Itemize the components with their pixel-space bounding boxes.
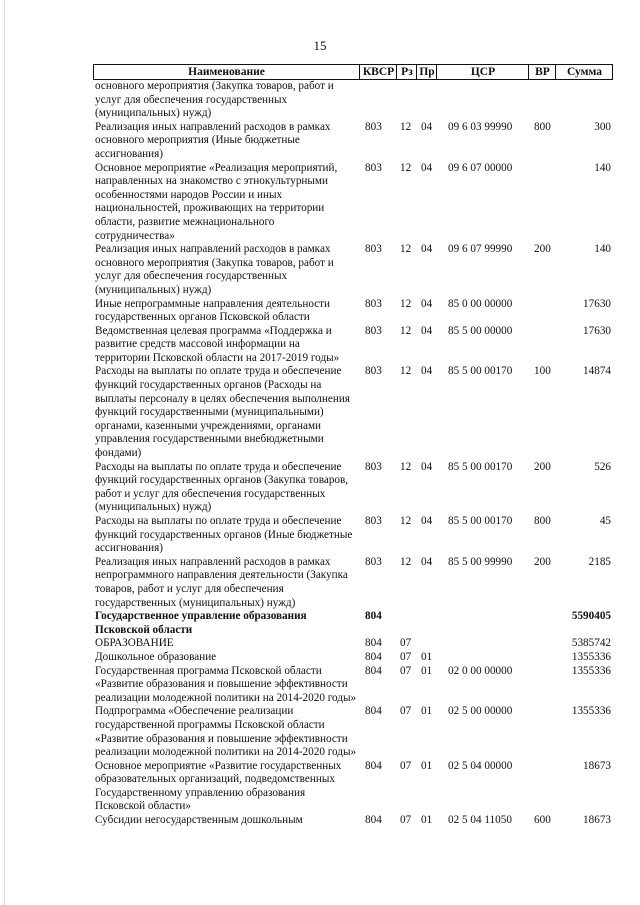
page-number: 15 [313, 38, 327, 53]
header-name: Наименование [188, 66, 265, 78]
row-csr: 02 5 04 11050 [448, 814, 512, 827]
row-name: Основное мероприятие «Реализация мероприятий, направленных на знакомство с этнокультурными особенностями народов России и иных национальностей, проживающих на территории области, развитие межнационального сотрудничества» [95, 161, 338, 242]
table-row [93, 705, 613, 759]
table-row [93, 298, 613, 325]
row-rz: 12 [400, 555, 412, 568]
row-pr: 04 [421, 515, 433, 527]
row-pr: 01 [421, 759, 433, 772]
row-rz: 12 [400, 161, 412, 174]
row-name: Ведомственная целевая программа «Поддержка и развитие средств массовой информации на территории Псковской области на 2017-2019 годы» [95, 324, 340, 364]
row-sum: 140 [594, 243, 611, 256]
row-rz: 07 [400, 650, 412, 663]
table-body [93, 80, 613, 828]
row-rz: 12 [400, 515, 412, 527]
row-name: Дошкольное образование [95, 650, 217, 663]
row-name: Расходы на выплаты по оплате труда и обеспечение функций государственных органов (Расходы на выплаты персоналу в целях обеспечения выполнения функций государственными (муниципальными) органами, казенными учреждениями, органами управления государственными внебюджетными фондами) [95, 365, 350, 460]
table-row [93, 814, 613, 828]
row-kvsr: 804 [365, 705, 382, 718]
row-kvsr: 804 [365, 814, 382, 827]
row-sum: 5385742 [571, 637, 611, 650]
row-rz: 12 [400, 120, 412, 133]
row-name: Реализация иных направлений расходов в рамках основного мероприятия (Иные бюджетные ассигнования) [95, 120, 331, 160]
row-csr: 85 5 00 99990 [448, 555, 513, 568]
row-csr: 85 5 00 00170 [448, 460, 513, 473]
header-vr: ВР [528, 65, 556, 79]
row-pr: 04 [421, 365, 433, 378]
table-row [93, 121, 613, 162]
row-rz: 07 [400, 759, 412, 772]
row-csr: 09 6 07 99990 [448, 243, 513, 256]
header-rz: Рз [396, 65, 417, 79]
table-row [93, 461, 613, 515]
row-name: Иные непрограммные направления деятельности государственных органов Псковской области [95, 297, 331, 324]
row-csr: 02 5 04 00000 [448, 759, 513, 772]
row-sum: 5590405 [571, 610, 611, 623]
row-rz: 12 [400, 460, 412, 473]
table-header [93, 64, 613, 80]
row-csr: 85 0 00 00000 [448, 297, 513, 310]
row-sum: 45 [599, 515, 611, 527]
row-pr: 04 [421, 297, 433, 310]
row-pr: 04 [421, 460, 433, 473]
row-sum: 140 [594, 161, 611, 174]
row-pr: 01 [421, 705, 433, 718]
row-sum: 14874 [583, 365, 611, 378]
row-kvsr: 803 [365, 365, 382, 378]
row-sum: 18673 [583, 759, 611, 772]
row-rz: 12 [400, 365, 412, 378]
header-pr: Пр [416, 65, 437, 79]
row-sum: 1355336 [571, 705, 611, 718]
row-kvsr: 804 [365, 664, 382, 677]
row-csr: 09 6 07 00000 [448, 161, 513, 174]
table-row [93, 760, 613, 814]
row-name: Расходы на выплаты по оплате труда и обеспечение функций государственных органов (Закупка товаров, работ и услуг для обеспечения государственных (муниципальных) нужд) [95, 460, 349, 514]
row-kvsr: 803 [365, 297, 382, 310]
row-vr: 200 [534, 243, 551, 256]
row-vr: 600 [534, 814, 551, 827]
table-row [93, 637, 613, 651]
header-csr: ЦСР [436, 65, 529, 79]
table-row [93, 651, 613, 665]
row-pr: 01 [421, 650, 433, 663]
row-name: Расходы на выплаты по оплате труда и обеспечение функций государственных органов (Иные бюджетные ассигнования) [95, 515, 353, 555]
row-rz: 07 [400, 814, 412, 827]
row-kvsr: 803 [365, 324, 382, 337]
row-rz: 12 [400, 243, 412, 256]
table-row [93, 80, 613, 121]
row-sum: 17630 [583, 297, 611, 310]
row-csr: 85 5 00 00170 [448, 515, 513, 527]
row-sum: 300 [594, 120, 611, 133]
table-row [93, 365, 613, 460]
row-csr: 85 5 00 00000 [448, 324, 513, 337]
row-rz: 07 [400, 664, 412, 677]
row-pr: 04 [421, 120, 433, 133]
table-row [93, 325, 613, 366]
row-vr: 800 [534, 120, 551, 133]
row-rz: 07 [400, 705, 412, 718]
row-pr: 01 [421, 814, 433, 827]
row-pr: 01 [421, 664, 433, 677]
row-pr: 04 [421, 555, 433, 568]
row-sum: 18673 [583, 814, 611, 827]
row-kvsr: 803 [365, 161, 382, 174]
row-name: Государственное управление образования Псковской области [95, 610, 307, 636]
row-pr: 04 [421, 243, 433, 256]
row-kvsr: 804 [365, 650, 382, 663]
row-kvsr: 803 [365, 555, 382, 568]
row-name: Государственная программа Псковской области «Развитие образования и повышение эффективности реализации молодежной политики на 2014-2020 годы» [95, 664, 357, 704]
budget-table [93, 64, 613, 828]
row-sum: 2185 [588, 555, 611, 568]
table-row [93, 610, 613, 637]
row-rz: 07 [400, 637, 412, 650]
row-kvsr: 803 [365, 120, 382, 133]
row-kvsr: 803 [365, 515, 382, 527]
row-vr: 100 [534, 365, 551, 378]
row-pr: 04 [421, 161, 433, 174]
row-name: основного мероприятия (Закупка товаров, работ и услуг для обеспечения государственных (муниципальных) нужд) [95, 80, 334, 120]
row-name: ОБРАЗОВАНИЕ [95, 637, 174, 650]
table-row [93, 162, 613, 244]
header-kvsr: КВСР [359, 65, 397, 79]
page-edge-rule [4, 0, 5, 905]
row-vr: 200 [534, 460, 551, 473]
row-kvsr: 804 [365, 759, 382, 772]
row-sum: 1355336 [571, 664, 611, 677]
row-pr: 04 [421, 324, 433, 337]
header-sum: Сумма [555, 65, 613, 79]
table-row [93, 556, 613, 610]
row-sum: 17630 [583, 324, 611, 337]
row-kvsr: 803 [365, 243, 382, 256]
row-csr: 02 0 00 00000 [448, 664, 513, 677]
table-row [93, 665, 613, 706]
table-row [93, 515, 613, 556]
row-kvsr: 803 [365, 460, 382, 473]
table-row [93, 243, 613, 297]
row-name: Основное мероприятие «Развитие государственных образовательных организаций, подведомственных Государственному управлению образования Псковской области» [95, 759, 342, 813]
row-rz: 12 [400, 297, 412, 310]
row-name: Реализация иных направлений расходов в рамках непрограммного направления деятельности (Закупка товаров, работ и услуг для обеспечения государственных (муниципальных) нужд) [95, 555, 348, 609]
row-name: Реализация иных направлений расходов в рамках основного мероприятия (Закупка товаров, работ и услуг для обеспечения государственных (муниципальных) нужд) [95, 243, 334, 296]
row-name: Субсидии негосударственным дошкольным [95, 814, 303, 827]
row-name: Подпрограмма «Обеспечение реализации государственной программы Псковской области «Развитие образования и повышение эффективности реализации молодежной политики на 2014-2020 годы» [95, 705, 357, 759]
row-csr: 85 5 00 00170 [448, 365, 513, 378]
row-vr: 200 [534, 555, 551, 568]
row-csr: 02 5 00 00000 [448, 705, 513, 718]
row-sum: 526 [594, 460, 611, 473]
row-kvsr: 804 [365, 610, 382, 623]
row-vr: 800 [534, 515, 551, 527]
row-sum: 1355336 [571, 650, 611, 663]
row-csr: 09 6 03 99990 [448, 120, 513, 133]
row-kvsr: 804 [365, 637, 382, 650]
row-rz: 12 [400, 324, 412, 337]
